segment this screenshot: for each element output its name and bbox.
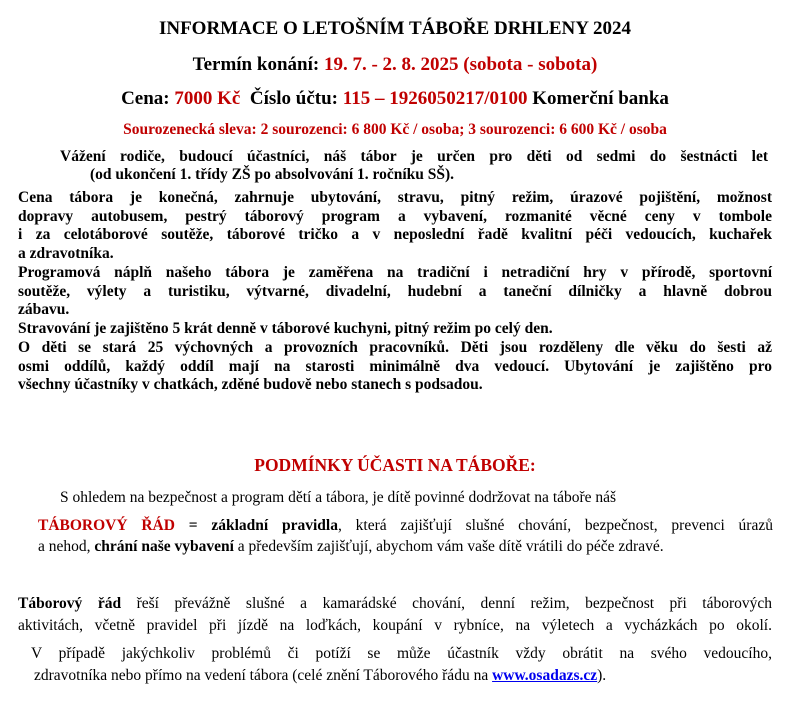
rules-text: a nehod, [38, 538, 95, 555]
intro-line: (od ukončení 1. třídy ZŠ po absolvování 1. ročníku SŠ). [90, 166, 455, 183]
website-link[interactable]: www.osadazs.cz [492, 667, 598, 684]
paragraph-text: zdravotníka nebo přímo na vedení tábora (celé znění Táborového řádu na [34, 667, 493, 684]
sibling-discount: Sourozenecká sleva: 2 sourozenci: 6 800 Kč / osoba; 3 sourozenci: 6 600 Kč / osoba [123, 121, 667, 138]
paragraph-line [31, 665, 772, 687]
program-paragraph [18, 264, 772, 320]
paragraph-text: ). [597, 667, 607, 684]
paragraph-line: aktivitách, včetně pravidel při jízdě na loďkách, koupání v rybníce, na výletech a vycházkách po okolí. [18, 617, 772, 634]
staff-paragraph [18, 339, 772, 395]
paragraph-line: osmi oddílů, každý oddíl mají na starosti minimálně dva vedoucí. Ubytování je zajištěno pro [18, 357, 772, 375]
conditions-intro: S ohledem na bezpečnost a program dětí a tábora, je dítě povinné dodržovat na táboře náš [60, 489, 617, 506]
camp-dates [0, 54, 790, 76]
paragraph-line: zábavu. [18, 301, 70, 319]
price-value: 7000 Kč [174, 88, 241, 109]
meals-paragraph [18, 320, 772, 339]
camp-rules-paragraph [18, 593, 772, 637]
dates-label: Termín konání: [192, 54, 324, 75]
price-info-paragraph [18, 189, 772, 263]
rules-text: a především zajišťují, abychom vám vaše dítě vrátili do péče zdravé. [233, 538, 664, 555]
intro-line: Vážení rodiče, budoucí účastníci, náš tábor je určen pro děti od sedmi do šestnácti let [60, 148, 768, 165]
rules-line-1 [38, 517, 773, 535]
intro-paragraph [60, 148, 775, 184]
rules-text: , která zajišťují slušné chování, bezpečnost, prevenci úrazů [338, 517, 773, 534]
protect-equipment: chrání naše vybavení [94, 538, 234, 555]
paragraph-line: Stravování je zajištěno 5 krát denně v táborové kuchyni, pitný režim po celý den. [18, 320, 553, 337]
paragraph-line: Cena tábora je konečná, zahrnuje ubytování, stravu, pitný režim, úrazové pojištění, možnost [18, 189, 772, 206]
account-value: 115 – 1926050217/0100 [342, 88, 528, 109]
account-label: Číslo účtu: [249, 88, 343, 109]
paragraph-line: soutěže, výlety a turistiku, výtvarné, divadelní, hudební a taneční dílničky a hlavně dobrou [18, 282, 772, 300]
basic-rules: základní pravidla [211, 517, 338, 534]
page-title: INFORMACE O LETOŠNÍM TÁBOŘE DRHLENY 2024 [158, 18, 632, 39]
dates-value: 19. 7. - 2. 8. 2025 (sobota - sobota) [323, 54, 598, 75]
paragraph-line: O děti se stará 25 výchovných a provozních pracovníků. Děti jsou rozděleny dle věku do šesti až [18, 339, 772, 356]
paragraph-text: řeší převážně slušné a kamarádské chování, denní režim, bezpečnost při táborových [121, 595, 773, 612]
camp-rules-name: TÁBOROVÝ ŘÁD [38, 517, 175, 534]
paragraph-line: dopravy autobusem, pestrý táborový program a vybavení, rozmanité věcné ceny v tombole [18, 207, 772, 225]
paragraph-line: Programová náplň našeho tábora je zaměřena na tradiční i netradiční hry v přírodě, sportovní [18, 264, 772, 281]
rules-equals: = [174, 517, 212, 534]
price-label: Cena: [121, 88, 175, 109]
rules-line-2 [38, 538, 664, 556]
camp-rules-bold: Táborový řád [18, 595, 122, 612]
paragraph-line: i za celotáborové soutěže, táborové tričko a v neposlední řadě kvalitní péči vedoucích, kuchařek [18, 226, 772, 244]
price-and-account [0, 88, 790, 110]
problems-paragraph [31, 643, 772, 687]
paragraph-line: a zdravotníka. [18, 244, 114, 262]
bank-name: Komerční banka [527, 88, 669, 109]
paragraph-line: všechny účastníky v chatkách, zděné budově nebo stanech s podsadou. [18, 376, 483, 394]
conditions-title: PODMÍNKY ÚČASTI NA TÁBOŘE: [254, 455, 536, 475]
paragraph-line: V případě jakýchkoliv problémů či potíží se může účastník vždy obrátit na svého vedoucího, [31, 645, 772, 662]
paragraph-line [18, 593, 772, 615]
